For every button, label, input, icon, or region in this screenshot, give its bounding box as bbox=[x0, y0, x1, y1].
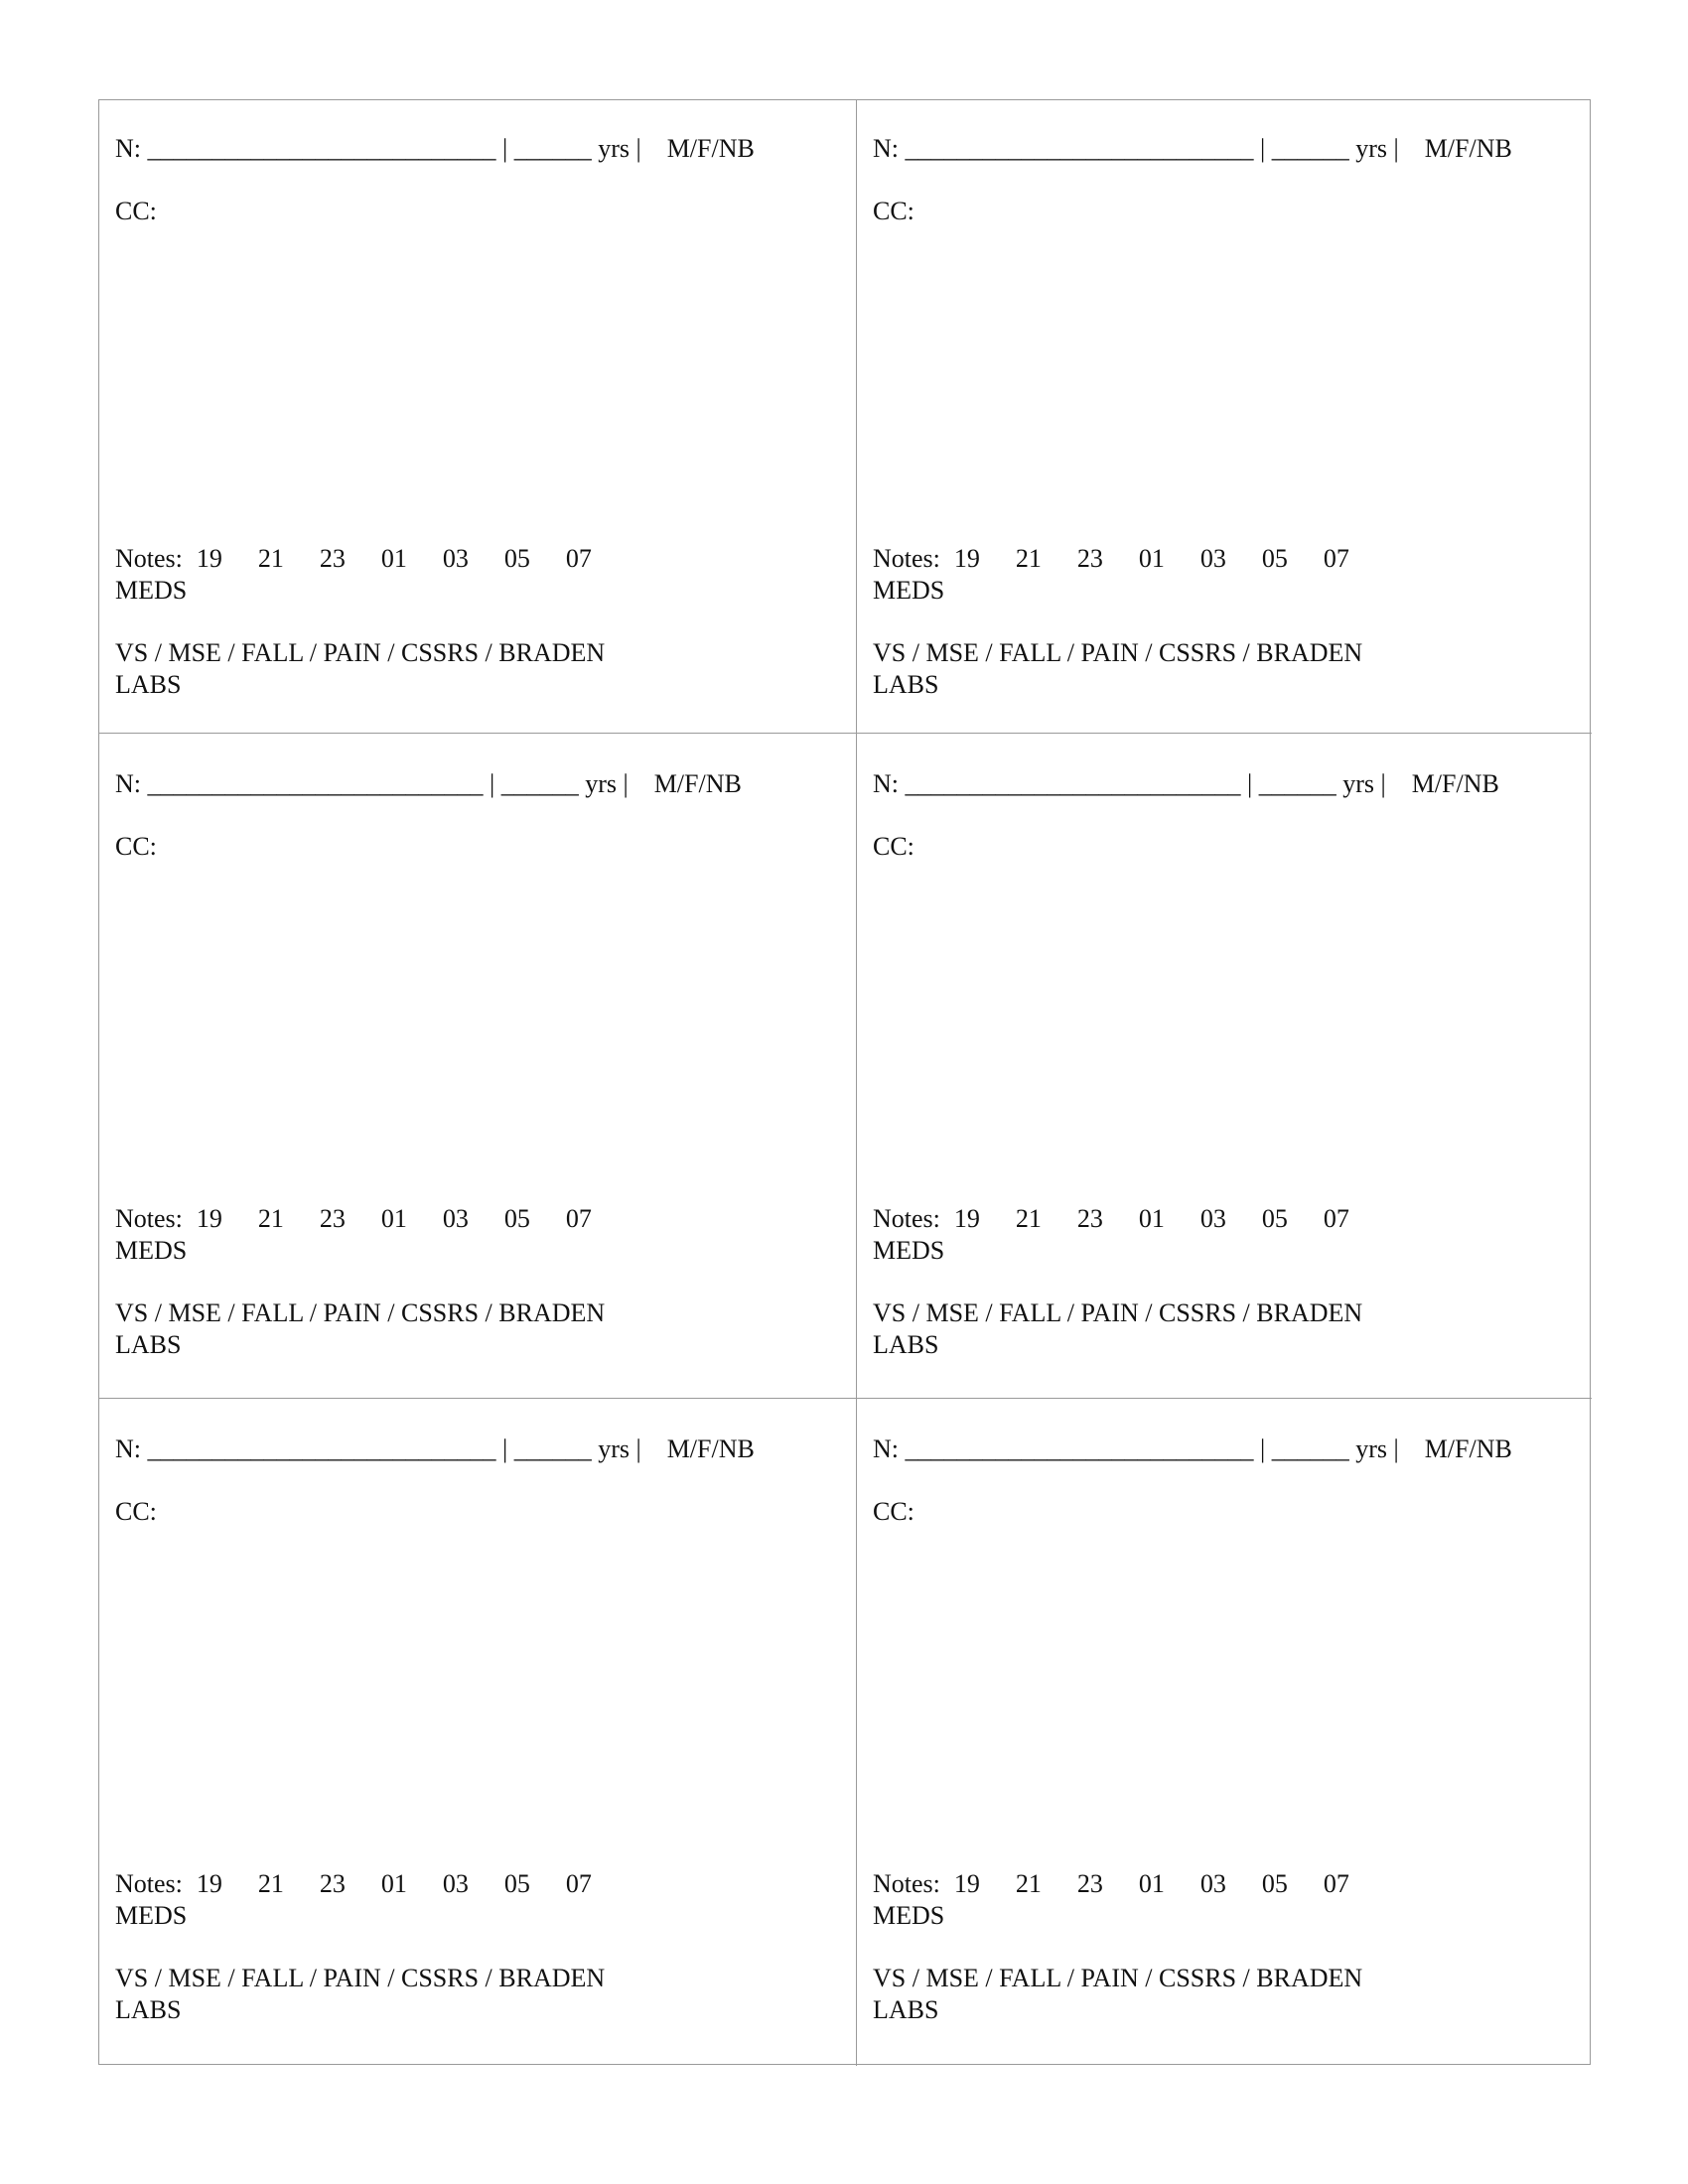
time-slot: 21 bbox=[257, 544, 284, 573]
time-slot: 01 bbox=[1138, 1204, 1165, 1233]
assessments-line: VS / MSE / FALL / PAIN / CSSRS / BRADEN bbox=[873, 1298, 1363, 1327]
patient-card bbox=[857, 734, 1592, 1399]
patient-header-line bbox=[873, 1434, 1512, 1464]
patient-header-line bbox=[115, 1434, 755, 1464]
patient-card-grid bbox=[98, 99, 1591, 2065]
labs-label: LABS bbox=[873, 1330, 939, 1359]
notes-label: Notes: bbox=[873, 1869, 940, 1898]
notes-label: Notes: bbox=[873, 544, 940, 573]
time-slot: 07 bbox=[565, 544, 592, 573]
sex-field: M/F/NB bbox=[666, 134, 755, 163]
labs-label: LABS bbox=[115, 1995, 182, 2024]
assessments-line: VS / MSE / FALL / PAIN / CSSRS / BRADEN bbox=[873, 1964, 1363, 1992]
assessments-line: VS / MSE / FALL / PAIN / CSSRS / BRADEN bbox=[115, 1298, 606, 1327]
time-slot: 19 bbox=[196, 544, 222, 573]
meds-label: MEDS bbox=[873, 1901, 945, 1930]
assessments-line: VS / MSE / FALL / PAIN / CSSRS / BRADEN bbox=[873, 638, 1363, 667]
time-slot: 19 bbox=[953, 544, 980, 573]
chief-complaint-label: CC: bbox=[115, 1497, 157, 1526]
time-slot: 05 bbox=[1261, 1204, 1288, 1233]
labs-label: LABS bbox=[873, 670, 939, 699]
assessments-line: VS / MSE / FALL / PAIN / CSSRS / BRADEN bbox=[115, 1964, 606, 1992]
time-slot: 05 bbox=[503, 544, 530, 573]
time-slot: 07 bbox=[565, 1869, 592, 1898]
patient-card bbox=[857, 100, 1592, 734]
time-slot: 23 bbox=[319, 1204, 346, 1233]
time-slot: 03 bbox=[442, 1869, 469, 1898]
time-slot: 05 bbox=[1261, 544, 1288, 573]
time-slot: 19 bbox=[953, 1204, 980, 1233]
time-slot: 19 bbox=[953, 1869, 980, 1898]
time-slot: 23 bbox=[1076, 544, 1103, 573]
time-slot: 01 bbox=[1138, 1869, 1165, 1898]
labs-label: LABS bbox=[115, 670, 182, 699]
time-slot: 03 bbox=[1199, 1204, 1226, 1233]
name-age-field: N: ___________________________ | ______ yrs | bbox=[115, 134, 641, 163]
time-slot: 23 bbox=[1076, 1204, 1103, 1233]
notes-label: Notes: bbox=[115, 1869, 183, 1898]
time-slot: 21 bbox=[1015, 1204, 1042, 1233]
time-slot: 05 bbox=[503, 1204, 530, 1233]
notes-label: Notes: bbox=[115, 544, 183, 573]
time-slot: 19 bbox=[196, 1204, 222, 1233]
notes-label: Notes: bbox=[115, 1204, 183, 1233]
patient-card bbox=[99, 734, 857, 1399]
notes-row bbox=[873, 1204, 1385, 1234]
notes-row bbox=[115, 1204, 628, 1234]
patient-card bbox=[99, 1399, 857, 2066]
time-slot: 21 bbox=[1015, 1869, 1042, 1898]
time-slot: 03 bbox=[442, 1204, 469, 1233]
labs-label: LABS bbox=[873, 1995, 939, 2024]
time-slot: 19 bbox=[196, 1869, 222, 1898]
time-slot: 01 bbox=[380, 544, 407, 573]
time-slot: 21 bbox=[257, 1204, 284, 1233]
chief-complaint-label: CC: bbox=[873, 197, 914, 225]
time-slot: 05 bbox=[503, 1869, 530, 1898]
name-age-field: N: ___________________________ | ______ yrs | bbox=[873, 134, 1399, 163]
time-slot: 07 bbox=[1323, 1869, 1349, 1898]
sex-field: M/F/NB bbox=[1424, 1434, 1512, 1463]
time-slot: 01 bbox=[380, 1869, 407, 1898]
meds-label: MEDS bbox=[873, 1236, 945, 1265]
chief-complaint-label: CC: bbox=[115, 832, 157, 861]
time-slot: 01 bbox=[380, 1204, 407, 1233]
sex-field: M/F/NB bbox=[1424, 134, 1512, 163]
patient-header-line bbox=[115, 134, 755, 164]
name-age-field: N: __________________________ | ______ yrs | bbox=[115, 769, 629, 798]
time-slot: 23 bbox=[319, 544, 346, 573]
meds-label: MEDS bbox=[115, 1236, 188, 1265]
time-slot: 03 bbox=[1199, 1869, 1226, 1898]
chief-complaint-label: CC: bbox=[115, 197, 157, 225]
chief-complaint-label: CC: bbox=[873, 832, 914, 861]
notes-row bbox=[115, 544, 628, 574]
patient-card bbox=[99, 100, 857, 734]
sex-field: M/F/NB bbox=[653, 769, 742, 798]
patient-card bbox=[857, 1399, 1592, 2066]
notes-row bbox=[115, 1869, 628, 1899]
labs-label: LABS bbox=[115, 1330, 182, 1359]
time-slot: 23 bbox=[1076, 1869, 1103, 1898]
time-slot: 07 bbox=[565, 1204, 592, 1233]
name-age-field: N: ___________________________ | ______ yrs | bbox=[115, 1434, 641, 1463]
patient-header-line bbox=[873, 134, 1512, 164]
meds-label: MEDS bbox=[115, 576, 188, 605]
sex-field: M/F/NB bbox=[666, 1434, 755, 1463]
meds-label: MEDS bbox=[873, 576, 945, 605]
notes-label: Notes: bbox=[873, 1204, 940, 1233]
time-slot: 07 bbox=[1323, 544, 1349, 573]
time-slot: 03 bbox=[442, 544, 469, 573]
patient-header-line bbox=[873, 769, 1499, 799]
name-age-field: N: __________________________ | ______ yrs | bbox=[873, 769, 1386, 798]
assessments-line: VS / MSE / FALL / PAIN / CSSRS / BRADEN bbox=[115, 638, 606, 667]
notes-row bbox=[873, 544, 1385, 574]
name-age-field: N: ___________________________ | ______ yrs | bbox=[873, 1434, 1399, 1463]
patient-header-line bbox=[115, 769, 742, 799]
meds-label: MEDS bbox=[115, 1901, 188, 1930]
time-slot: 23 bbox=[319, 1869, 346, 1898]
chief-complaint-label: CC: bbox=[873, 1497, 914, 1526]
time-slot: 01 bbox=[1138, 544, 1165, 573]
time-slot: 07 bbox=[1323, 1204, 1349, 1233]
time-slot: 05 bbox=[1261, 1869, 1288, 1898]
notes-row bbox=[873, 1869, 1385, 1899]
time-slot: 21 bbox=[257, 1869, 284, 1898]
sex-field: M/F/NB bbox=[1411, 769, 1499, 798]
time-slot: 21 bbox=[1015, 544, 1042, 573]
time-slot: 03 bbox=[1199, 544, 1226, 573]
